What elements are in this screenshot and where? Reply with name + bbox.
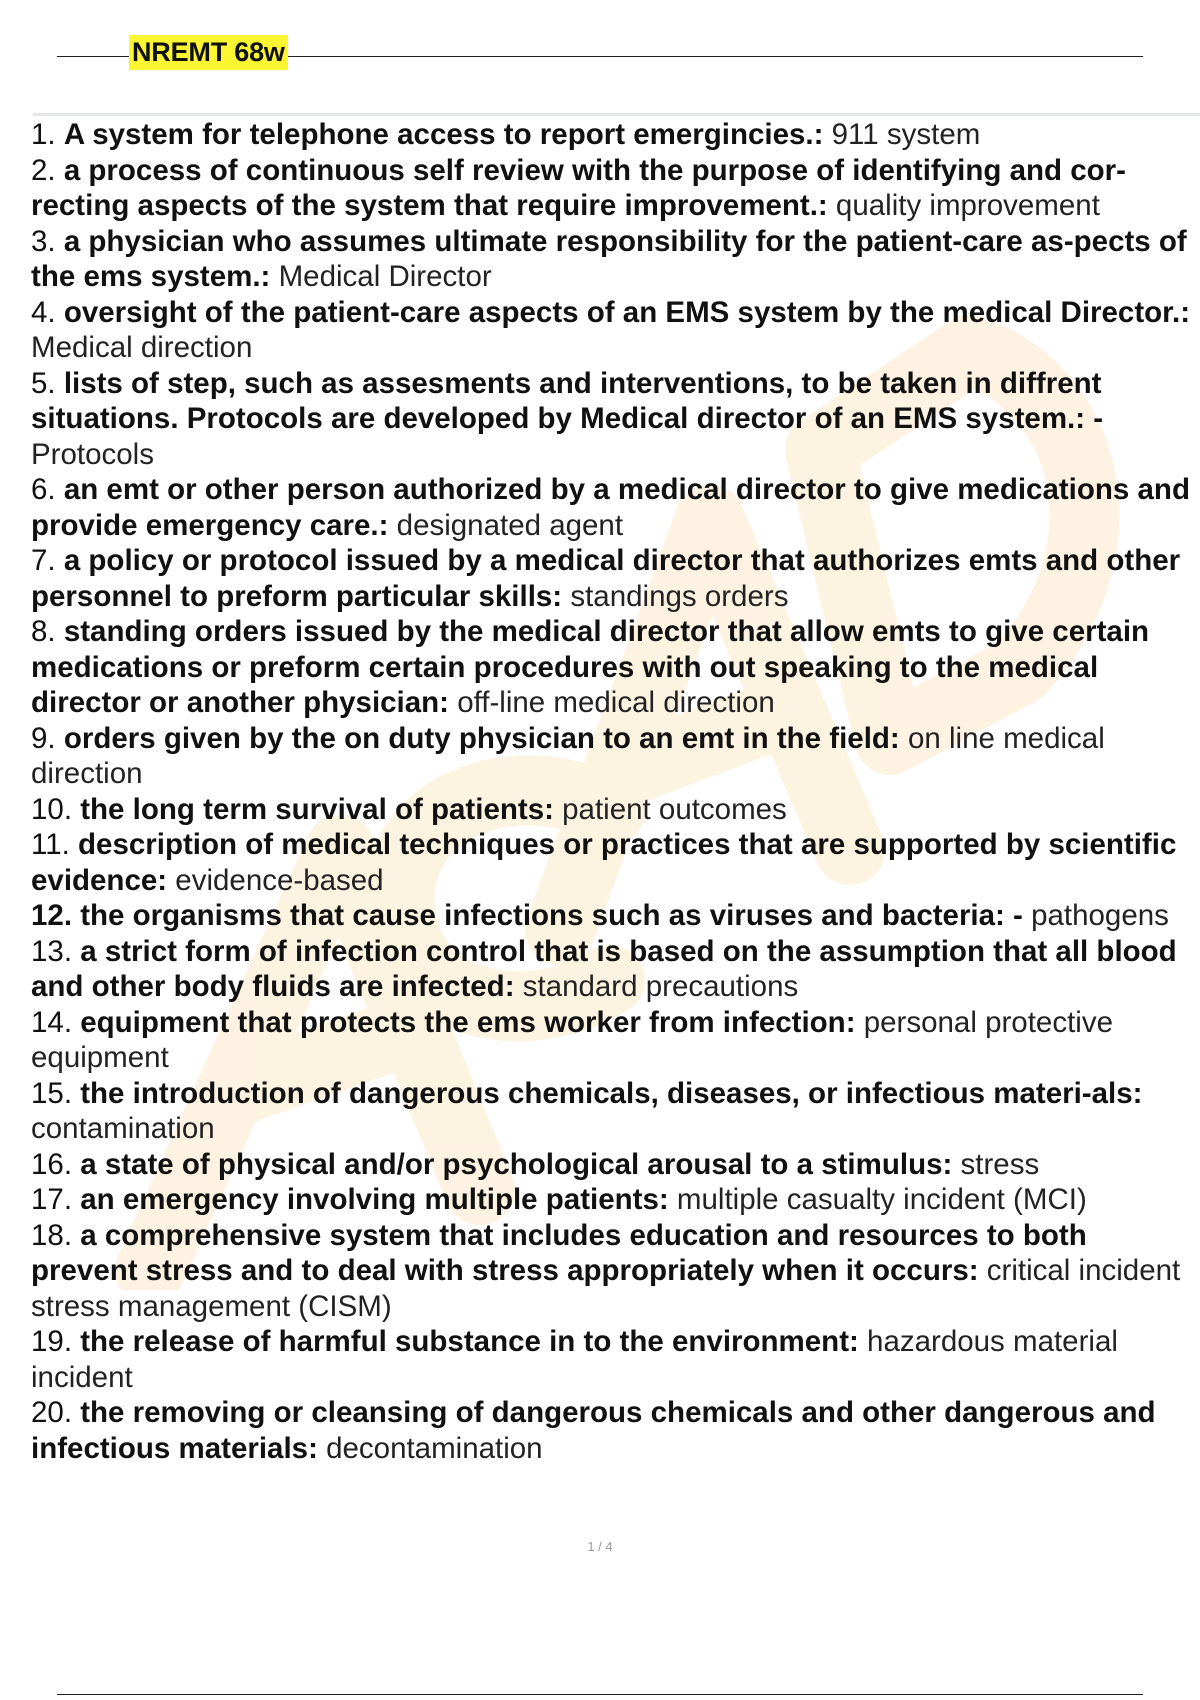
page-number: 1 / 4: [587, 1539, 613, 1554]
list-item: [31, 366, 1197, 473]
item-answer: stress: [960, 1147, 1040, 1181]
item-answer: evidence-based: [175, 863, 384, 897]
item-term: the organisms that cause infections such as viruses and bacteria: -: [80, 899, 1023, 932]
item-term: a comprehensive system that includes education and resources to both prevent stress and to deal with stress appropriately when it occurs:: [31, 1218, 1087, 1287]
item-term: standing orders issued by the medical director that allow emts to give certain medications or preform certain procedures with out speaking to the medical director or another physician:: [31, 615, 1150, 719]
item-answer: 911 system: [831, 118, 981, 151]
list-item: [31, 827, 1197, 898]
item-number: 18.: [31, 1218, 73, 1252]
item-term: a physician who assumes ultimate responsibility for the patient-care as-pects of the ems system.:: [31, 224, 1187, 293]
item-answer: pathogens: [1031, 899, 1169, 932]
list-item: [31, 1147, 1197, 1183]
list-item: [31, 898, 1197, 934]
list-item: [31, 1005, 1197, 1076]
list-item: [31, 153, 1197, 224]
item-number: 9.: [31, 721, 56, 755]
item-answer: multiple casualty incident (MCI): [676, 1183, 1087, 1216]
item-term: a policy or protocol issued by a medical director that authorizes emts and other personnel to preform particular skills:: [31, 544, 1181, 613]
item-term: the introduction of dangerous chemicals, diseases, or infectious materi-als:: [80, 1076, 1143, 1110]
item-number: 13.: [31, 934, 73, 968]
item-term: the removing or cleansing of dangerous chemicals and other dangerous and infectious materials:: [31, 1396, 1156, 1465]
item-term: the long term survival of patients:: [80, 792, 554, 826]
item-answer: Medical Director: [278, 260, 492, 293]
item-answer: contamination: [31, 1112, 215, 1145]
list-item: [31, 792, 1197, 828]
list-item: [31, 1218, 1197, 1325]
item-term: a state of physical and/or psychological arousal to a stimulus:: [80, 1147, 953, 1181]
item-term: lists of step, such as assesments and interventions, to be taken in diffrent situations. Protocols are developed by Medical director of an EMS system.: -: [31, 366, 1104, 435]
item-term: orders given by the on duty physician to an emt in the field:: [63, 721, 900, 755]
list-item: [31, 295, 1197, 366]
item-number: 12.: [31, 899, 73, 932]
item-number: 16.: [31, 1147, 73, 1181]
item-number: 2.: [31, 153, 56, 187]
item-answer: on line medical direction: [31, 721, 1105, 790]
item-number: 10.: [31, 792, 73, 826]
item-term: description of medical techniques or practices that are supported by scientific evidence:: [31, 828, 1177, 897]
list-item: [31, 934, 1197, 1005]
item-number: 6.: [31, 473, 56, 506]
item-number: 15.: [31, 1076, 73, 1110]
item-term: the release of harmful substance in to the environment:: [80, 1325, 859, 1358]
list-item: [31, 1395, 1197, 1466]
item-answer: critical incident stress management (CISM): [31, 1254, 1181, 1323]
item-term: an emt or other person authorized by a medical director to give medications and provide emergency care.:: [31, 473, 1190, 542]
list-item: [31, 1182, 1197, 1218]
list-item: [31, 472, 1197, 543]
item-term: a strict form of infection control that is based on the assumption that all blood and other body fluids are infected:: [31, 934, 1177, 1003]
item-answer: Medical direction: [31, 331, 253, 364]
item-term: oversight of the patient-care aspects of an EMS system by the medical Director.:: [63, 295, 1191, 329]
document-title: NREMT 68w: [129, 35, 288, 70]
item-answer: designated agent: [396, 508, 624, 542]
item-number: 1.: [31, 118, 56, 151]
item-number: 11.: [31, 828, 70, 861]
footer-rule: [57, 1694, 1143, 1695]
list-item: [31, 614, 1197, 721]
item-answer: off-line medical direction: [457, 686, 775, 719]
list-item: [31, 1076, 1197, 1147]
list-item: [31, 117, 1197, 153]
item-number: 8.: [31, 615, 56, 648]
item-term: a process of continuous self review with the purpose of identifying and cor-recting aspects of the system that require improvement.:: [31, 153, 1126, 222]
item-answer: hazardous material incident: [31, 1325, 1118, 1394]
item-term: an emergency involving multiple patients:: [80, 1183, 669, 1216]
list-item: [31, 1324, 1197, 1395]
item-number: 20.: [31, 1396, 73, 1429]
item-answer: Protocols: [31, 437, 154, 471]
list-item: [31, 721, 1197, 792]
item-answer: personal protective equipment: [31, 1005, 1113, 1074]
item-term: A system for telephone access to report emergincies.:: [63, 118, 824, 151]
item-number: 4.: [31, 295, 56, 329]
list-item: [31, 543, 1197, 614]
item-answer: standard precautions: [522, 970, 799, 1003]
item-answer: patient outcomes: [562, 792, 787, 826]
page-header: [57, 30, 1143, 76]
item-answer: quality improvement: [835, 189, 1100, 222]
item-number: 14.: [31, 1005, 73, 1039]
item-answer: standings orders: [570, 579, 789, 613]
list-item: [31, 224, 1197, 295]
item-term: equipment that protects the ems worker from infection:: [80, 1005, 856, 1039]
flashcard-list: [31, 117, 1197, 1466]
item-number: 3.: [31, 224, 56, 258]
item-answer: decontamination: [326, 1431, 543, 1465]
item-number: 17.: [31, 1183, 73, 1216]
item-number: 5.: [31, 366, 56, 400]
item-number: 7.: [31, 544, 56, 577]
item-number: 19.: [31, 1325, 73, 1358]
header-separator: [33, 113, 1200, 116]
